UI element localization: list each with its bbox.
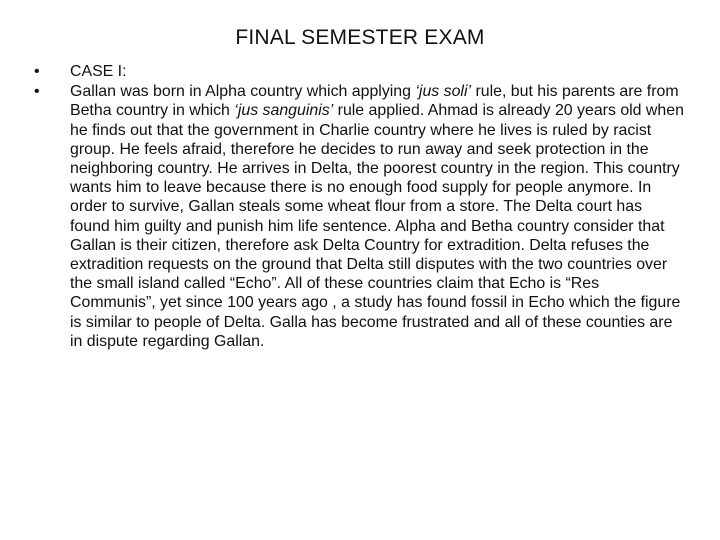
bullet-item-case: [34, 62, 686, 81]
case-text-jus-sanguinis: ‘jus sanguinis’: [234, 102, 334, 120]
case-text-part-3: rule applied. Ahmad is already 20 years old when he finds out that the government in Charlie country where he lives is ruled by racist group. He feels afraid, therefore he decides to run away and seek protection in the neighboring country. He arrives in Delta, the poorest country in the region. This country wants him to leave because there is no enough food supply for people anymore. In order to survive, Gallan steals some wheat flour from a store. The Delta court has found him guilty and punish him life sentence. Alpha and Betha country consider that Gallan is their citizen, therefore ask Delta Country for extradition. Delta refuses the extradition requests on the ground that Delta still disputes with the two countries over the small island called “Echo”. All of these countries claim that Echo is “Res Communis”, yet since 100 years ago , a study has found fossil in Echo which the figure is similar to people of Delta. Galla has become frustrated and all of these counties are in dispute regarding Gallan.: [70, 102, 684, 350]
case-text-part-1: Gallan was born in Alpha country which applying: [70, 83, 416, 101]
bullet-list: [34, 62, 686, 352]
case-paragraph: [70, 83, 684, 350]
bullet-item-case-text: [34, 82, 686, 351]
bullet-dot: •: [34, 63, 40, 80]
bullet-dot: •: [34, 83, 40, 101]
case-text-jus-soli: ‘jus soli’: [415, 83, 472, 101]
case-text-part-2: rule, but his parents are from Betha country in which: [70, 83, 679, 120]
case-label: CASE I:: [70, 63, 127, 80]
slide-title: FINAL SEMESTER EXAM: [235, 26, 485, 49]
